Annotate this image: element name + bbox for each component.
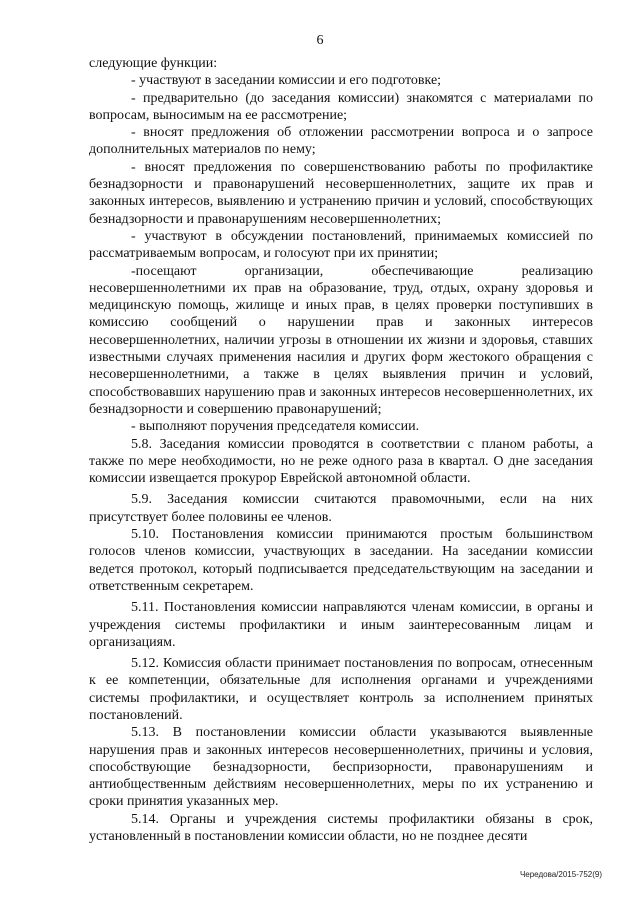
page-number: 6	[316, 33, 324, 48]
list-item-postpone-proposal: - вносят предложения об отложении рассмотрении вопроса и о запросе дополнительных материалов по нему;	[89, 125, 593, 158]
list-item-visit-organizations: -посещают организации, обеспечивающие реализацию несовершеннолетними их прав на образование, труд, отдых, охрану здоровья и медицинскую помощь, жилище и иных прав, в целях проверки поступивших в комиссию сообщений о нарушении прав и законных интересов несовершеннолетних, наличии угрозы в отношении их жизни и здоровья, ставших известными случаях применения насилия и других форм жестокого обращения с несовершеннолетними, а также в целях выявления причин и условий, способствовавших нарушению прав и законных интересов несовершеннолетних, их безнадзорности и совершению правонарушений;	[89, 263, 593, 417]
clause-5-10: 5.10. Постановления комиссии принимаются простым большинством голосов членов комиссии, участвующих в заседании. На заседании комиссии ведется протокол, который подписывается председательствующим на заседании и ответственным секретарем.	[89, 527, 593, 594]
clause-5-12: 5.12. Комиссия области принимает постановления по вопросам, отнесенным к ее компетенции, обязательные для исполнения органами и учреждениями системы профилактики, и осуществляет контроль за исполнением принятых постановлений.	[89, 656, 593, 723]
list-item-review-materials: - предварительно (до заседания комиссии) знакомятся с материалами по вопросам, выносимым на ее рассмотрение;	[89, 90, 593, 123]
clause-5-14: 5.14. Органы и учреждения системы профилактики обязаны в срок, установленный в постановлении комиссии области, но не позднее десяти	[89, 811, 593, 845]
list-item-chair-instructions: - выполняют поручения председателя комиссии.	[131, 419, 420, 435]
list-item-improvement-proposal: - вносят предложения по совершенствованию работы по профилактике безнадзорности и правонарушений несовершеннолетних, защите их прав и законных интересов, выявлению и устранению причин и условий, способствующих безнадзорности и правонарушениям несовершеннолетних;	[89, 159, 593, 227]
document-code-footer: Чередова/2015-752(9)	[519, 870, 602, 879]
paragraph-intro: следующие функции:	[89, 56, 218, 71]
list-item-discussion-voting: - участвуют в обсуждении постановлений, принимаемых комиссией по рассматриваемым вопросам, и голосуют при их принятии;	[89, 228, 593, 262]
document-body	[89, 55, 593, 845]
list-item-participate: - участвуют в заседании комиссии и его подготовке;	[131, 73, 442, 89]
clause-5-13: 5.13. В постановлении комиссии области указываются выявленные нарушения прав и законных интересов несовершеннолетних, причины и условия, способствующие безнадзорности, беспризорности, правонарушениям и антиобщественным действиям несовершеннолетних, меры по их устранению и сроки принятия указанных мер.	[89, 725, 593, 810]
clause-5-11: 5.11. Постановления комиссии направляются членам комиссии, в органы и учреждения системы профилактики и иным заинтересованным лицам и организациям.	[89, 600, 593, 650]
clause-5-9: 5.9. Заседания комиссии считаются правомочными, если на них присутствует более половины ее членов.	[89, 492, 593, 525]
clause-5-8: 5.8. Заседания комиссии проводятся в соответствии с планом работы, а также по мере необходимости, но не реже одного раза в квартал. О дне заседания комиссии извещается прокурор Еврейской автономной области.	[89, 436, 593, 487]
